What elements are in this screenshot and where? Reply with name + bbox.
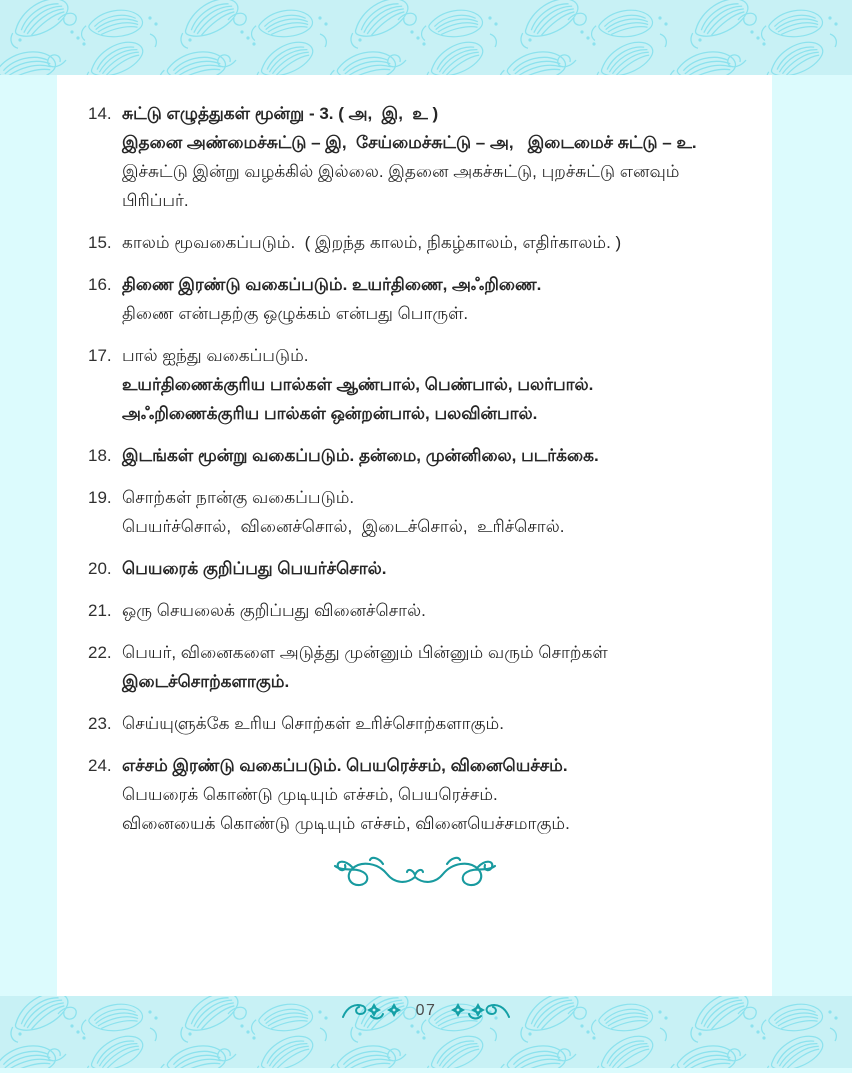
list-item-19 — [57, 483, 772, 541]
item-number: 15. — [88, 233, 112, 252]
text-line: இதனை அண்மைச்சுட்டு – இ, சேய்மைச்சுட்டு – அ, இடைமைச் சுட்டு – உ. — [122, 133, 697, 152]
item-number: 21. — [88, 601, 112, 620]
list-item-20 — [57, 554, 772, 583]
page-number: 07 — [415, 1002, 437, 1019]
text-line: பெயர்ச்சொல், வினைச்சொல், இடைச்சொல், உரிச்சொல். — [122, 517, 565, 536]
text-line: பெயரைக் குறிப்பது பெயர்ச்சொல். — [122, 559, 387, 578]
item-text — [122, 751, 772, 838]
text-line: பெயர், வினைகளை அடுத்து முன்னும் பின்னும் வரும் சொற்கள் — [122, 643, 608, 662]
item-text — [122, 341, 772, 428]
text-line: ஒரு செயலைக் குறிப்பது வினைச்சொல். — [122, 601, 426, 620]
text-line: எச்சம் இரண்டு வகைப்படும். பெயரெச்சம், வினையெச்சம். — [122, 756, 568, 775]
item-text — [122, 441, 772, 470]
text-line: வினையைக் கொண்டு முடியும் எச்சம், வினையெச்சமாகும். — [122, 814, 570, 833]
text-line: பால் ஐந்து வகைப்படும். — [122, 346, 309, 365]
text-line: இச்சுட்டு இன்று வழக்கில் இல்லை. இதனை அகச்சுட்டு, புறச்சுட்டு எனவும் — [122, 162, 680, 181]
item-number: 18. — [88, 446, 112, 465]
item-number: 24. — [88, 756, 112, 775]
item-text — [122, 596, 772, 625]
text-line: அஃறிணைக்குரிய பால்கள் ஒன்றன்பால், பலவின்பால். — [122, 404, 538, 423]
item-text — [122, 270, 772, 328]
item-text — [122, 483, 772, 541]
item-number: 23. — [88, 714, 112, 733]
item-text — [122, 228, 772, 257]
text-line: பெயரைக் கொண்டு முடியும் எச்சம், பெயரெச்சம். — [122, 785, 498, 804]
list-item-14 — [57, 99, 772, 215]
text-line: இடங்கள் மூன்று வகைப்படும். தன்மை, முன்னிலை, படர்க்கை. — [122, 446, 599, 465]
scroll-flourish-icon — [329, 854, 501, 894]
list-item-22 — [57, 638, 772, 696]
item-number: 17. — [88, 346, 112, 365]
item-number: 14. — [88, 104, 112, 123]
list-item-16 — [57, 270, 772, 328]
item-text — [122, 99, 772, 215]
list-item-15 — [57, 228, 772, 257]
leaf-vine-pattern-icon — [0, 0, 852, 75]
footer-ornament-right-icon — [449, 1000, 511, 1022]
text-line: செய்யுளுக்கே உரிய சொற்கள் உரிச்சொற்களாகும். — [122, 714, 504, 733]
top-border — [0, 0, 852, 75]
bottom-border — [0, 996, 852, 1068]
text-line: சொற்கள் நான்கு வகைப்படும். — [122, 488, 355, 507]
footer-ornament-left-icon — [341, 1000, 403, 1022]
list-item-24 — [57, 751, 772, 838]
item-text — [122, 554, 772, 583]
page-footer — [0, 1000, 852, 1022]
page-content — [57, 75, 772, 996]
item-number: 22. — [88, 643, 112, 662]
text-line: இடைச்சொற்களாகும். — [122, 672, 290, 691]
text-line: உயர்திணைக்குரிய பால்கள் ஆண்பால், பெண்பால், பலர்பால். — [122, 375, 594, 394]
text-line: பிரிப்பர். — [122, 191, 189, 210]
list-item-23 — [57, 709, 772, 738]
text-line: திணை என்பதற்கு ஒழுக்கம் என்பது பொருள். — [122, 304, 469, 323]
item-text — [122, 638, 772, 696]
item-text — [122, 709, 772, 738]
list-item-17 — [57, 341, 772, 428]
item-number: 16. — [88, 275, 112, 294]
section-end-divider — [57, 854, 772, 894]
item-number: 19. — [88, 488, 112, 507]
text-line: திணை இரண்டு வகைப்படும். உயர்திணை, அஃறிணை. — [122, 275, 542, 294]
list-item-21 — [57, 596, 772, 625]
item-number: 20. — [88, 559, 112, 578]
text-line: சுட்டு எழுத்துகள் மூன்று - 3. ( அ, இ, உ ) — [122, 104, 439, 123]
text-line: காலம் மூவகைப்படும். ( இறந்த காலம், நிகழ்காலம், எதிர்காலம். ) — [122, 233, 622, 252]
list-item-18 — [57, 441, 772, 470]
